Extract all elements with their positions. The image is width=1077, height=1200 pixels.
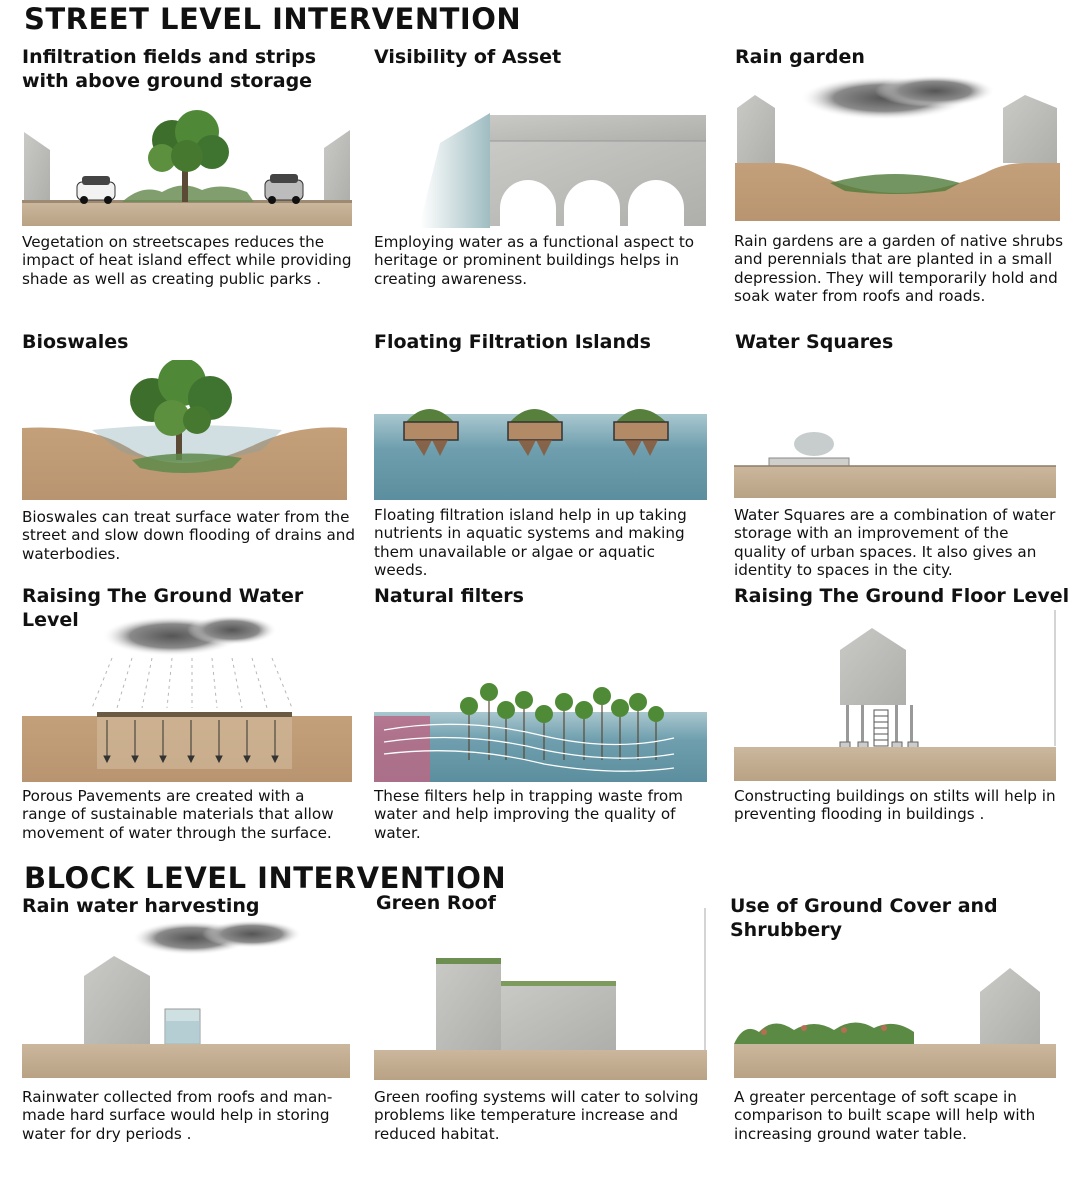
bioswales-illustration [22,360,347,502]
ground-cover-desc-block [734,1088,1074,1143]
natural-filters-desc-block [374,787,714,842]
rain-garden-illustration [735,73,1060,223]
green-roof-desc: Green roofing systems will cater to solving problems like temperature increase and reduced habitat. [374,1088,699,1143]
rain-garden-desc-block [734,232,1074,306]
floating-block [374,330,714,354]
bioswales-desc: Bioswales can treat surface water from the street and slow down flooding of drains and waterbodies. [22,508,356,563]
bioswales-desc-block [22,508,362,563]
water-squares-title: Water Squares [735,331,894,353]
ground-floor-desc-block [734,787,1074,824]
floating-desc: Floating filtration island help in up taking nutrients in aquatic systems and making them unavailable or algae or aquatic weeds. [374,506,687,580]
infiltration-title: Infiltration fields and strips with above ground storage [22,46,317,92]
water-squares-block [735,330,1075,354]
visibility-illustration [420,113,710,228]
visibility-desc: Employing water as a functional aspect to heritage or prominent buildings helps in creating awareness. [374,233,695,288]
rain-harvesting-desc-block [22,1088,362,1143]
water-squares-desc: Water Squares are a combination of water storage with an improvement of the quality of urban spaces. It also gives an identity to spaces in the city. [734,506,1056,580]
ground-cover-block [730,894,1070,942]
floating-desc-block [374,506,714,580]
ground-floor-block [734,584,1074,608]
natural-filters-illustration [374,680,707,784]
visibility-desc-block [374,233,714,288]
green-roof-illustration [374,908,709,1082]
ground-floor-title: Raising The Ground Floor Level [734,585,1070,607]
floating-illustration [374,400,707,502]
natural-filters-block [374,584,714,608]
groundwater-illustration [22,608,352,784]
car-right [265,174,303,204]
infiltration-desc-block [22,233,362,288]
rain-harvesting-desc: Rainwater collected from roofs and man-made hard surface would help in storing water for dry periods . [22,1088,333,1143]
natural-filters-desc: These filters help in trapping waste from water and help improving the quality of water. [374,787,683,842]
ground-cover-title: Use of Ground Cover and Shrubbery [730,895,998,941]
ground-cover-desc: A greater percentage of soft scape in comparison to built scape will help with increasing ground water table. [734,1088,1036,1143]
infiltration-desc: Vegetation on streetscapes reduces the impact of heat island effect while providing shade as well as creating public parks . [22,233,352,288]
groundwater-desc-block [22,787,362,842]
rain-harvesting-title: Rain water harvesting [22,895,260,917]
ground-floor-desc: Constructing buildings on stilts will help in preventing flooding in buildings . [734,787,1056,824]
water-squares-desc-block [734,506,1074,580]
green-roof-title: Green Roof [376,892,496,914]
rain-harvesting-illustration [22,912,352,1082]
infiltration-illustration [22,110,352,228]
water-squares-illustration [734,430,1059,502]
visibility-title: Visibility of Asset [374,46,562,68]
rain-garden-desc: Rain gardens are a garden of native shrubs and perennials that are planted in a small depression. They will temporarily hold and soak water from roofs and roads. [734,232,1064,306]
groundwater-desc: Porous Pavements are created with a range of sustainable materials that allow movement of water through the surface. [22,787,334,842]
floating-title: Floating Filtration Islands [374,331,651,353]
natural-filters-title: Natural filters [374,585,524,607]
ground-floor-illustration [734,610,1060,784]
infiltration-block [22,45,362,93]
rain-garden-title: Rain garden [735,46,865,68]
bioswales-title: Bioswales [22,331,129,353]
car-left [77,176,115,204]
rain-garden-block [735,45,1075,69]
bioswales-block [22,330,362,354]
green-roof-desc-block [374,1088,714,1143]
visibility-block [374,45,714,69]
groundwater-title: Raising The Ground Water Level [22,585,304,631]
street-level-heading: STREET LEVEL INTERVENTION [24,2,522,36]
ground-cover-illustration [734,960,1059,1082]
block-level-heading: BLOCK LEVEL INTERVENTION [24,861,507,895]
